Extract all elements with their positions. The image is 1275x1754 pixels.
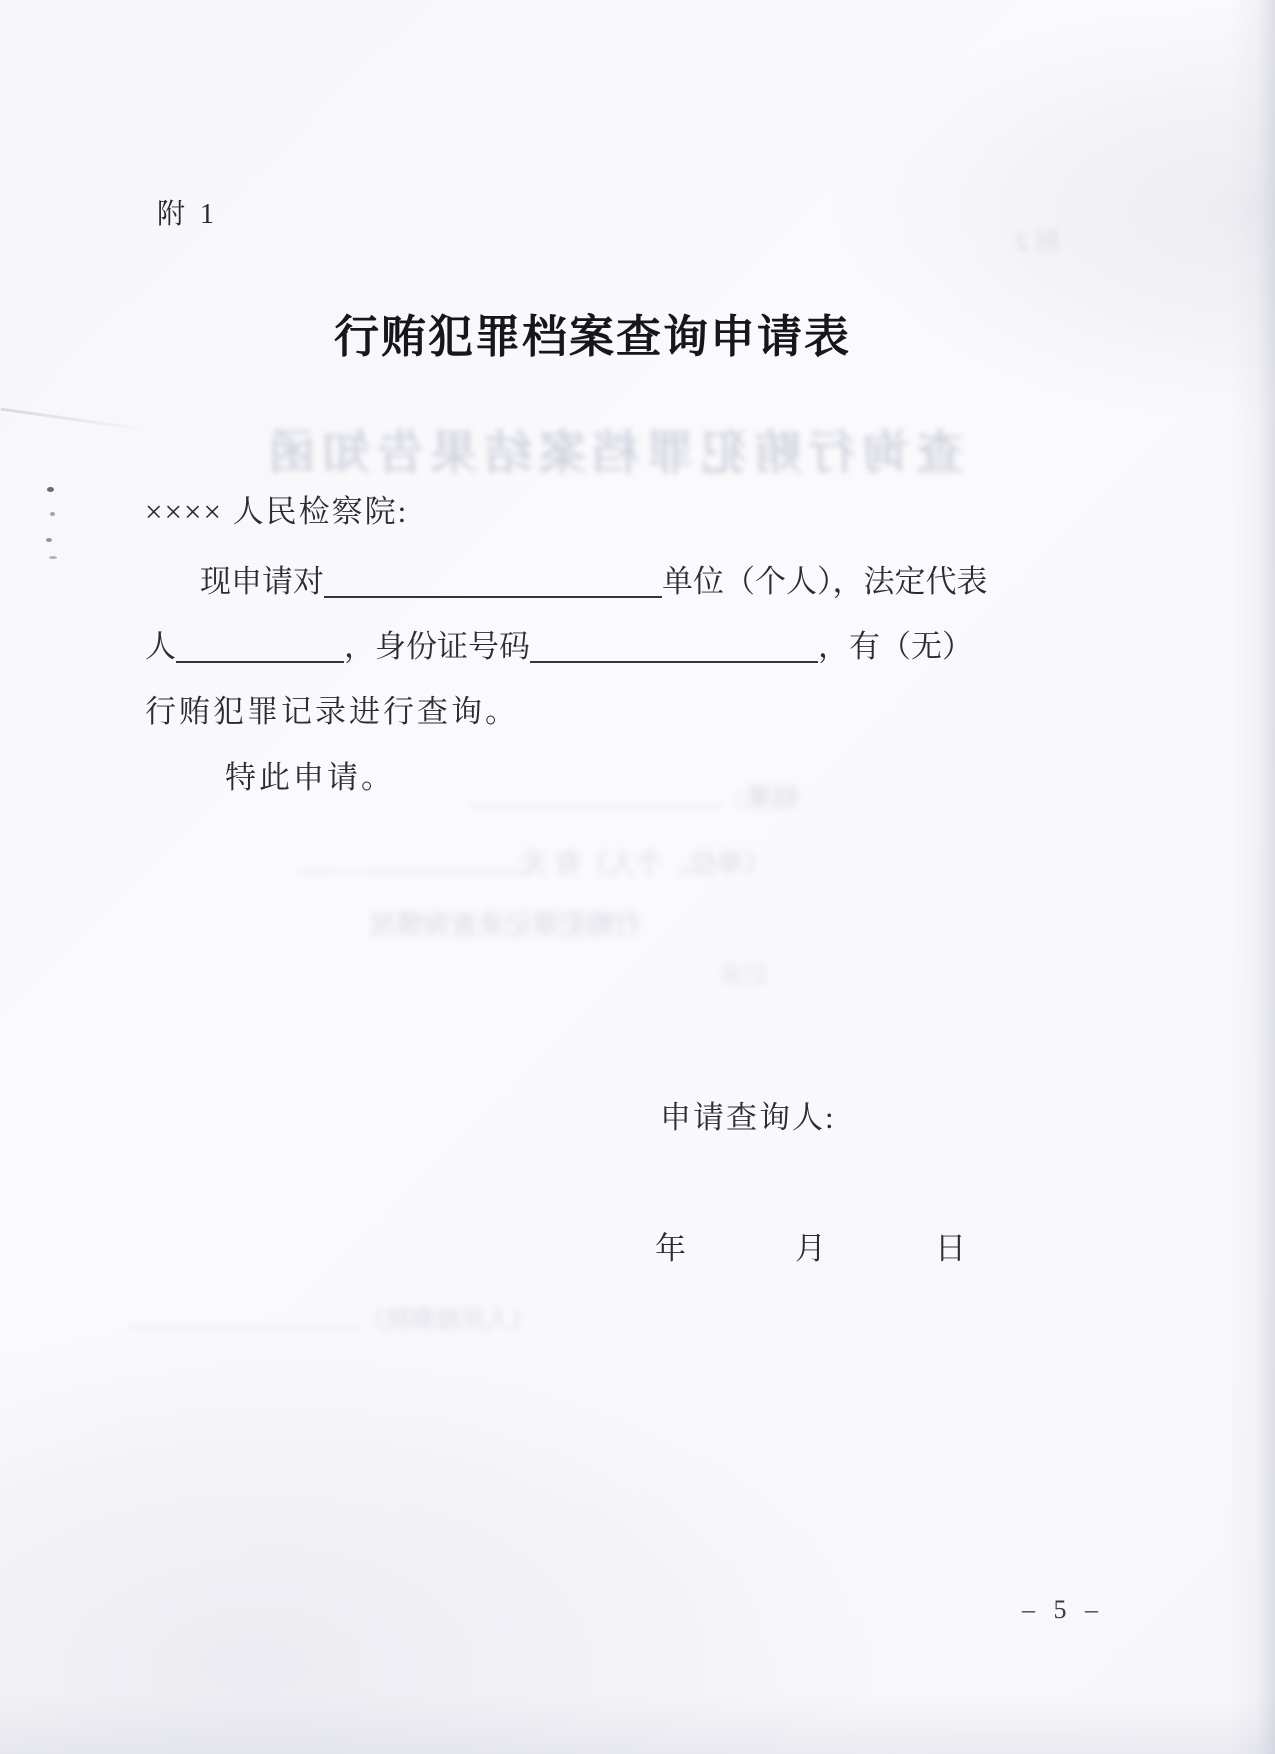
binding-speck — [50, 512, 55, 516]
applicant-label: 申请查询人: — [660, 1100, 836, 1135]
blank-legal-representative — [176, 631, 344, 663]
binding-speck — [47, 487, 54, 492]
date-day-label: 日 — [935, 1231, 966, 1266]
attachment-label: 附 1 — [157, 199, 219, 230]
ghost-underline — [130, 1306, 360, 1328]
salutation-line: ×××× 人民检察院: — [145, 494, 409, 529]
date-month-label: 月 — [795, 1231, 826, 1266]
body-line-2 — [145, 621, 973, 666]
ghost-text: （人民检察院） — [360, 1306, 536, 1334]
line2-suffix: ，有（无） — [818, 629, 973, 664]
ghost-underline — [300, 849, 520, 873]
binding-speck — [46, 538, 52, 542]
line1-suffix: 单位（个人），法定代表 — [662, 564, 988, 599]
form-title: 行贿犯罪档案查询申请表 — [333, 311, 851, 362]
blank-id-number — [530, 631, 818, 663]
date-year-label: 年 — [655, 1231, 686, 1266]
blank-target-name — [324, 566, 662, 598]
paper-crease — [1, 408, 150, 432]
body-line-1 — [200, 556, 988, 601]
body-line-3: 行贿犯罪记录进行查询。 — [145, 694, 519, 729]
line2-prefix: 人 — [145, 629, 176, 664]
line2-mid: ，身份证号码 — [344, 629, 530, 664]
closing-line: 特此申请。 — [225, 760, 395, 795]
binding-speck — [49, 556, 57, 559]
ghost-attachment2-label: 附 2 — [1015, 229, 1060, 256]
ghost-backside-title: 查询行贿犯罪档案结果告知函 — [261, 426, 964, 479]
line1-prefix: 现申请对 — [200, 564, 324, 599]
page-number: – 5 – — [1022, 1595, 1104, 1624]
ghost-text: 结果： — [720, 783, 799, 813]
ghost-backside-fragment — [130, 1300, 535, 1336]
ghost-backside-fragment — [300, 842, 771, 881]
ghost-underline — [470, 783, 720, 807]
ghost-text: （单位、个人）有 无 — [520, 849, 771, 879]
ghost-backside-fragment — [470, 778, 798, 815]
ghost-backside-fragment: 行贿犯罪记录查询情况 — [370, 910, 640, 940]
ghost-backside-fragment: 记录 — [720, 962, 768, 989]
